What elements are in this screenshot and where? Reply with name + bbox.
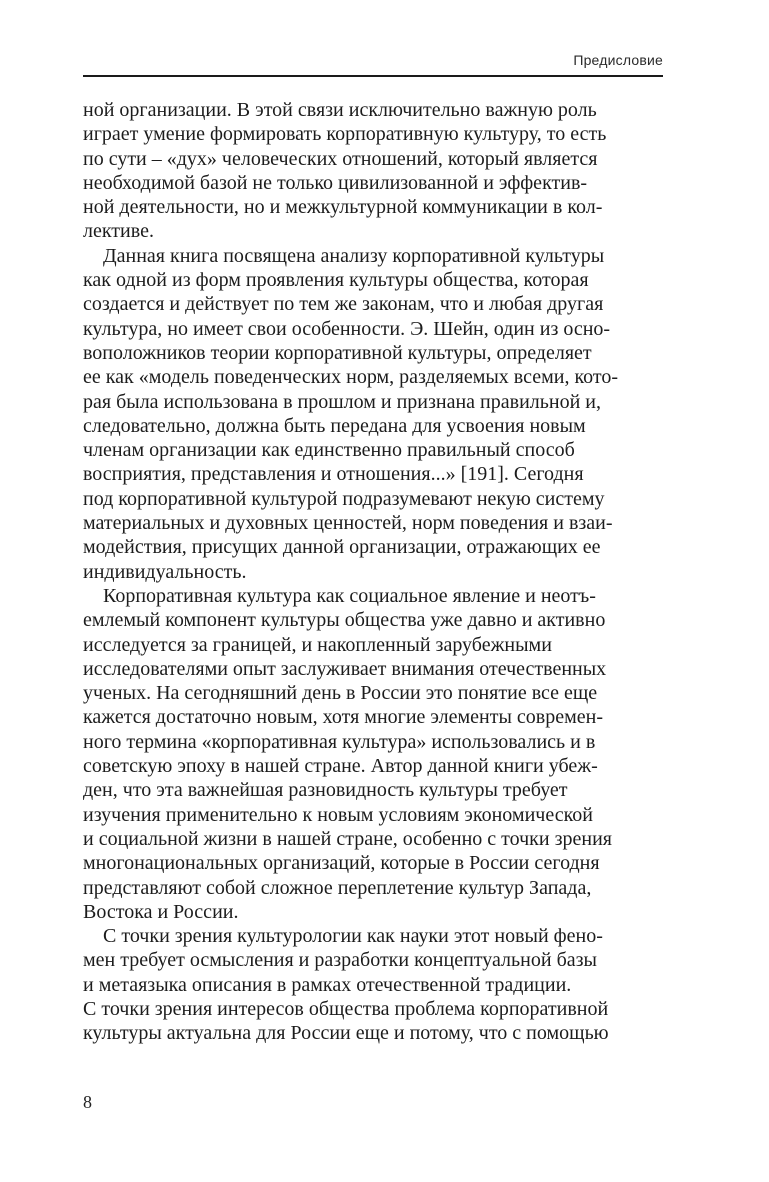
text-line: изучения применительно к новым условиям экономической [83,803,593,826]
page-number: 8 [83,1092,92,1112]
text-line: Востока и России. [83,900,239,923]
text-line: играет умение формировать корпоративную культуру, то есть [83,123,607,146]
text-line: материальных и духовных ценностей, норм поведения и взаи- [83,512,613,535]
text-line: членам организации как единственно правильный способ [83,439,575,462]
text-line: культура, но имеет свои особенности. Э. Шейн, один из осно- [83,317,611,340]
running-head: Предисловие [573,52,663,68]
text-line: и социальной жизни в нашей стране, особенно с точки зрения [83,827,612,850]
text-line: кажется достаточно новым, хотя многие элементы современ- [83,706,604,729]
body-text [83,98,663,1046]
text-line: представляют собой сложное переплетение культур Запада, [83,876,592,899]
paragraph-3 [83,584,663,924]
text-line: мен требует осмысления и разработки концептуальной базы [83,949,597,972]
text-line: лективе. [83,220,154,243]
text-line: восприятия, представления и отношения...» [191]. Сегодня [83,463,584,486]
text-line: культуры актуальна для России еще и потому, что с помощью [83,1022,609,1045]
text-line: под корпоративной культурой подразумевают некую систему [83,487,605,510]
text-line: воположников теории корпоративной культуры, определяет [83,341,592,364]
text-line: емлемый компонент культуры общества уже давно и активно [83,609,606,632]
text-line: ной деятельности, но и межкультурной коммуникации в кол- [83,196,603,219]
text-line: по сути – «дух» человеческих отношений, который является [83,147,598,170]
text-line: как одной из форм проявления культуры общества, которая [83,269,589,292]
text-line: и метаязыка описания в рамках отечественной традиции. [83,973,572,996]
text-line: исследуется за границей, и накопленный зарубежными [83,633,552,656]
paragraph-1 [83,98,663,244]
header-rule [83,75,663,77]
text-line: Корпоративная культура как социальное явление и неотъ- [103,584,596,607]
text-line: ден, что эта важнейшая разновидность культуры требует [83,779,568,802]
paragraph-4 [83,924,663,1045]
text-line: советскую эпоху в нашей стране. Автор данной книги убеж- [83,755,598,778]
text-line: С точки зрения интересов общества проблема корпоративной [83,997,609,1020]
text-line: необходимой базой не только цивилизованной и эффектив- [83,171,588,194]
text-line: ученых. На сегодняшний день в России это понятие все еще [83,682,598,705]
text-line: индивидуальность. [83,560,247,583]
text-line: рая была использована в прошлом и признана правильной и, [83,390,601,413]
text-line: многонациональных организаций, которые в России сегодня [83,852,600,875]
text-line: ной организации. В этой связи исключительно важную роль [83,99,597,121]
text-line: создается и действует по тем же законам, что и любая другая [83,293,604,316]
text-line: С точки зрения культурологии как науки этот новый фено- [103,925,603,948]
text-line: исследователями опыт заслуживает внимания отечественных [83,657,607,680]
text-line: ее как «модель поведенческих норм, разделяемых всеми, кото- [83,366,619,389]
paragraph-2 [83,244,663,584]
text-line: следовательно, должна быть передана для усвоения новым [83,414,586,437]
text-line: Данная книга посвящена анализу корпоративной культуры [103,244,605,267]
text-line: ного термина «корпоративная культура» использовались и в [83,730,596,753]
text-line: модействия, присущих данной организации, отражающих ее [83,536,601,559]
